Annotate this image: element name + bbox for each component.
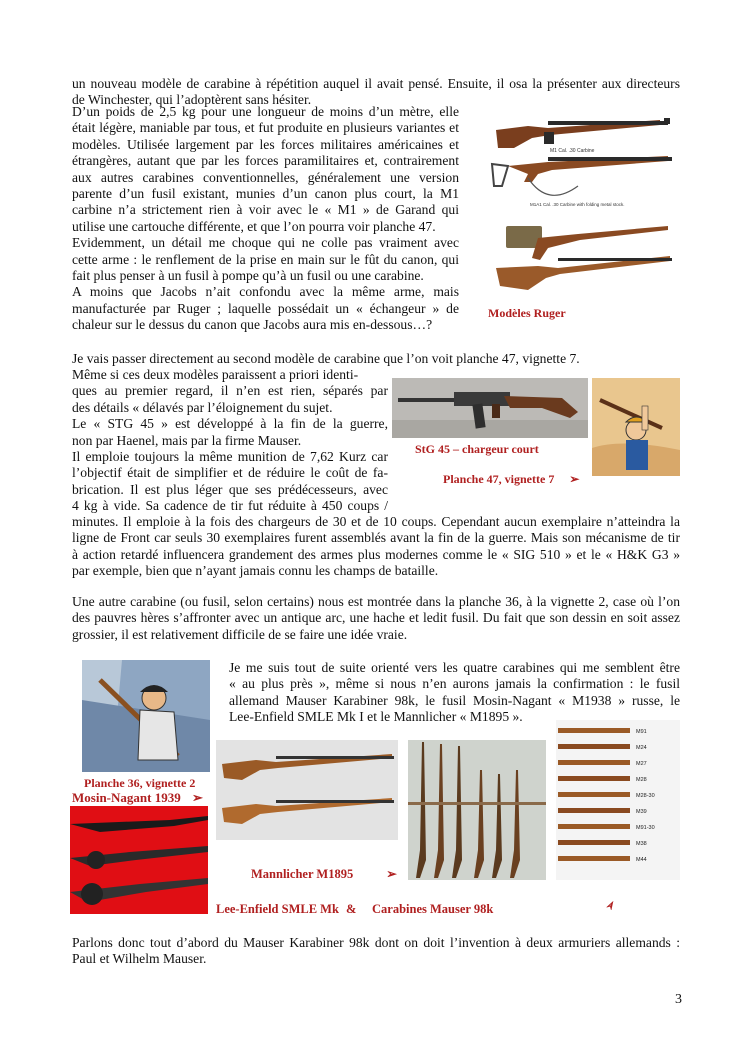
text-line: fait plus penser à un fusil à pompe qu’à un fusil ou une carabine. (72, 268, 424, 284)
paragraph-four-rifles (229, 660, 680, 726)
text-line: des détails « délavés par l’éloignement du sujet. (72, 399, 333, 415)
caption-planche47 (443, 472, 579, 487)
rack-label: M28-30 (636, 793, 655, 799)
paragraph-stg45 (72, 367, 388, 515)
planche47-comic-panel (592, 378, 680, 476)
text-line: Evidemment, un détail me choque qui ne colle pas vraiment avec (72, 235, 459, 251)
text-line: grossier, il est relativement difficile de se faire une idée vraie. (72, 626, 408, 642)
paragraph-mauser (72, 935, 680, 968)
text-line: était légère, maniable par tous, et fut produite en plusieurs variantes et (72, 120, 459, 136)
m1-carbine-rifle (496, 118, 670, 148)
ruger-models-image (488, 108, 680, 308)
text-line: utilise une cartouche différente, et que l’on pourra voir planche 47. (72, 218, 436, 234)
text-line: manufacturée par Ruger ; laquelle possédait un « échangeur » de (72, 300, 459, 316)
text-line: Même si ces deux modèles paraissent a priori identi- (72, 367, 359, 382)
rack-label: M28 (636, 777, 647, 783)
text-line: l’objectif était de simplifier et de réduire le coût de fa- (72, 465, 388, 481)
rack-label: M91-30 (636, 825, 655, 831)
rack-label: M27 (636, 761, 647, 767)
rack-label: M91 (636, 729, 647, 735)
caption-mannlicher-text: Mannlicher M1895 (251, 867, 354, 881)
rack-label: M24 (636, 745, 647, 751)
text-line: carbine n’a strictement rien à voir avec le « M1 » de Garand qui (72, 202, 459, 218)
caption-mosin (72, 790, 203, 806)
text-line: Je me suis tout de suite orienté vers les quatre carabines qui me semblent être (229, 660, 680, 675)
arrow-right-icon: ➢ (569, 472, 580, 486)
text-line: « au plus près », même si nous n’en aurons jamais la confirmation : le fusil (229, 676, 680, 692)
planche36-comic-panel (82, 660, 210, 772)
mosin-nagant-photo (216, 740, 398, 840)
stg45-photo (392, 378, 588, 438)
caption-lee-enfield: Lee-Enfield SMLE Mk (216, 902, 339, 916)
rifle-rack-photo (556, 720, 680, 880)
arrow-right-icon: ➢ (191, 790, 203, 805)
caption-mosin-text: Mosin-Nagant 1939 (72, 790, 181, 805)
paragraph-m1-carbine (72, 104, 459, 334)
text-line: ligne de Front car seuls 30 exemplaires furent assemblés avant la fin de la guerre. Mais son mécanisme de tir (72, 530, 680, 546)
text-line: modèles. Utilisée largement par les forces militaires américaines et (72, 136, 459, 152)
text-line: Lee-Enfield SMLE Mk I et le Mannlicher « M1895 ». (229, 709, 523, 725)
text-line: Parlons donc tout d’abord du Mauser Karabiner 98k dont on doit l’invention à deux armuriers allemands : (72, 935, 680, 950)
rack-label: M39 (636, 809, 647, 815)
text-line: brication. Il est plus léger que ses prédécesseurs, avec (72, 481, 388, 497)
text-line: ques au premier regard, il n’en est rien, séparés par (72, 383, 388, 399)
m1a1-carbine-rifle (492, 156, 672, 195)
text-line: allemand Mauser Karabiner 98k, le fusil Mosin-Nagant « M1938 » russe, le (229, 692, 680, 708)
mannlicher-photo (408, 740, 546, 880)
text-line: Une autre carabine (ou fusil, selon certains) nous est montrée dans la planche 36, à la vignette 2, case où l’on (72, 594, 680, 609)
text-line: Le « STG 45 » est développé à la fin de la guerre, (72, 416, 388, 432)
text-line: de Winchester, qui l’adoptèrent sans hésiter. (72, 92, 312, 108)
ruger-rifles (496, 226, 672, 290)
arrow-up-icon: ➢ (602, 897, 620, 914)
paragraph-second-model (72, 351, 680, 367)
rack-label: M38 (636, 841, 647, 847)
caption-planche47-text: Planche 47, vignette 7 (443, 472, 555, 486)
page-number: 3 (675, 992, 682, 1007)
text-line: D’un poids de 2,5 kg pour une longueur de moins d’un mètre, elle (72, 104, 459, 119)
text-line: Paul et Wilhelm Mauser. (72, 951, 207, 967)
m1a1-caption: M1A1 Cal. .30 Carbine with folding metal stock. (530, 202, 625, 207)
paragraph-planche36 (72, 594, 680, 643)
lee-enfield-photo (70, 806, 208, 914)
text-line: 4 kg à vide. Sa cadence de tir fut réduite à 450 coups / (72, 498, 388, 514)
text-line: cette arme : le renflement de la prise en main sur le fût du canon, qui (72, 251, 459, 267)
text-line: un nouveau modèle de carabine à répétition auquel il avait pensé. Ensuite, il osa la présenter aux directeurs (72, 76, 680, 91)
text-line: par exemple, bien que n’ayant jamais connu les champs de bataille. (72, 563, 439, 579)
caption-stg45: StG 45 – chargeur court (415, 442, 539, 456)
text-line: étrangères, autant que par les forces paramilitaires et, contrairement (72, 153, 459, 169)
m1-caption: M1 Cal. .30 Carbine (550, 148, 595, 154)
text-line: non par Haenel, mais par la firme Mauser. (72, 432, 302, 448)
text-line: aux autres carabines conventionnelles, généralement une version (72, 169, 459, 185)
rack-rifles (558, 728, 630, 861)
text-line: parente d’un fusil existant, munies d’un canon plus court, la M1 (72, 186, 459, 202)
text-line: Je vais passer directement au second modèle de carabine que l’on voit planche 47, vignette 7. (72, 351, 580, 366)
text-line: minutes. Il emploie à la fois des chargeurs de 30 et de 10 coups. Cependant aucun exemplaire n’atteindra la (72, 514, 680, 529)
text-line: chaleur sur le dessus du canon que Jacobs aura mis en-dessous…? (72, 317, 433, 333)
caption-ruger: Modèles Ruger (488, 306, 566, 320)
text-line: A moins que Jacobs n’ait confondu avec la même arme, mais (72, 284, 459, 300)
text-line: Il emploie toujours la même munition de 7,62 Kurz car (72, 449, 388, 465)
text-line: des pauvres hères s’affronter avec un antique arc, une hache et ledit fusil. Du fait que son dessin en soit assez (72, 610, 680, 626)
caption-ampersand: & (346, 902, 357, 916)
caption-mannlicher (251, 866, 397, 882)
text-line: à action retardé influencera grandement des armes plus modernes comme le « SIG 510 » et le « H&K G3 » (72, 546, 680, 562)
caption-mauser: Carabines Mauser 98k (372, 902, 494, 916)
arrow-right-icon: ➢ (386, 867, 397, 881)
rack-label: M44 (636, 857, 647, 863)
paragraph-stg45-cont (72, 514, 680, 580)
caption-planche36: Planche 36, vignette 2 (84, 776, 196, 790)
